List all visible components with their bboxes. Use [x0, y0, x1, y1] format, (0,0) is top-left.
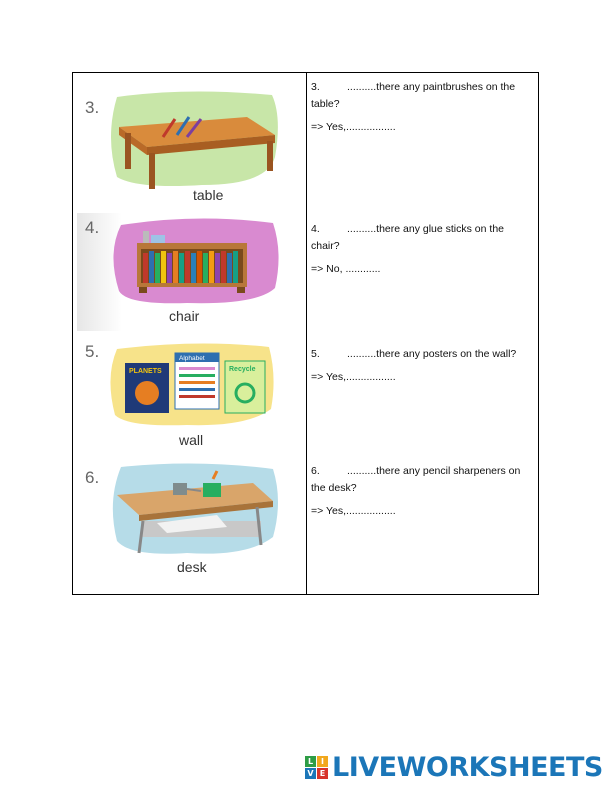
picture-wall — [77, 337, 303, 455]
question-4 — [311, 221, 535, 278]
answer-prompt[interactable]: => No, ............ — [311, 263, 381, 275]
picture-desk — [77, 461, 303, 579]
question-number: 3. — [311, 81, 320, 93]
item-number: 3. — [85, 98, 100, 117]
question-number: 6. — [311, 465, 320, 477]
item-caption: chair — [169, 308, 200, 324]
item-caption: wall — [179, 432, 204, 448]
worksheet-table — [72, 72, 539, 595]
poster-recycle-label: Recycle — [229, 366, 256, 373]
question-5 — [311, 346, 535, 386]
poster-alphabet-label: Alphabet — [179, 355, 205, 362]
logo-text: LIVEWORKSHEETS — [332, 751, 603, 783]
question-3 — [311, 79, 535, 136]
question-text: ..........there any paintbrushes on the table? — [311, 81, 516, 110]
item-number: 6. — [85, 468, 100, 487]
question-column — [307, 73, 538, 594]
poster-planets-label: PLANETS — [129, 368, 162, 375]
question-number: 4. — [311, 223, 320, 235]
item-caption: desk — [177, 559, 207, 575]
picture-column — [73, 73, 306, 594]
answer-prompt[interactable]: => Yes,................. — [311, 505, 396, 517]
question-text: ..........there any posters on the wall? — [347, 348, 517, 360]
answer-prompt[interactable]: => Yes,................. — [311, 371, 396, 383]
question-number: 5. — [311, 348, 320, 360]
logo-mark-icon — [305, 756, 328, 779]
logo-letter: I — [317, 756, 328, 767]
logo-letter: E — [317, 768, 328, 779]
item-caption: table — [193, 187, 224, 203]
logo-letter: L — [305, 756, 316, 767]
question-text: ..........there any pencil sharpeners on the desk? — [311, 465, 521, 494]
item-number: 4. — [85, 218, 100, 237]
answer-prompt[interactable]: => Yes,................. — [311, 121, 396, 133]
picture-table — [77, 87, 303, 205]
question-6 — [311, 463, 535, 520]
item-number: 5. — [85, 342, 100, 361]
logo-letter: V — [305, 768, 316, 779]
liveworksheets-logo — [305, 752, 603, 782]
question-text: ..........there any glue sticks on the chair? — [311, 223, 504, 252]
picture-chair — [77, 213, 303, 331]
